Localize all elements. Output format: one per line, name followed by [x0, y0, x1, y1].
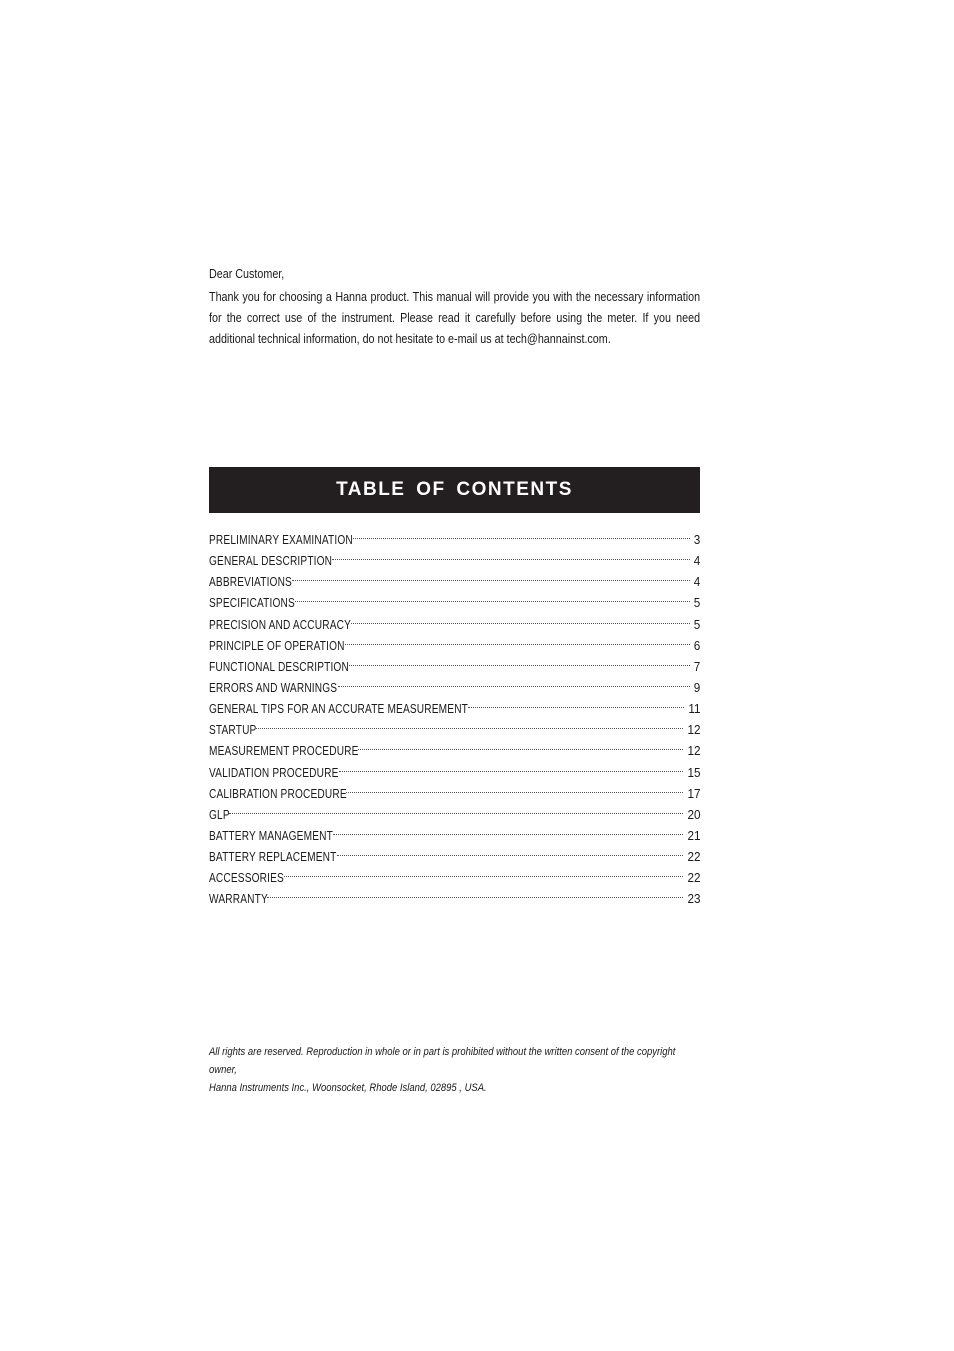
toc-leader-dots [267, 882, 685, 903]
toc-entry-title: BATTERY MANAGEMENT [209, 827, 333, 843]
toc-entry-page: 11 [687, 701, 700, 717]
toc-entry-title: ABBREVIATIONS [209, 574, 292, 590]
toc-entry-title: WARRANTY [209, 891, 268, 907]
copyright-line-1: All rights are reserved. Reproduction in whole or in part is prohibited without the written consent of the copyright owner, [209, 1046, 676, 1076]
toc-list [209, 523, 700, 907]
toc-entry-page: 6 [693, 637, 700, 653]
intro-section [209, 264, 700, 350]
toc-entry-title: SPECIFICATIONS [209, 595, 295, 611]
toc-leader-dots [332, 544, 693, 565]
toc-entry-page: 4 [693, 574, 700, 590]
toc-entry-page: 7 [693, 658, 700, 674]
toc-entry[interactable] [209, 523, 700, 547]
toc-entry-page: 9 [693, 679, 700, 695]
toc-leader-dots [292, 565, 692, 586]
toc-entry-title: ERRORS AND WARNINGS [209, 679, 338, 695]
toc-entry-page: 22 [686, 870, 700, 886]
toc-entry-page: 12 [686, 743, 700, 759]
copyright-line-2: Hanna Instruments Inc., Woonsocket, Rhode Island, 02895 , USA. [209, 1082, 487, 1094]
toc-entry-title: MEASUREMENT PROCEDURE [209, 743, 359, 759]
toc-leader-dots [351, 608, 693, 629]
toc-entry-page: 22 [686, 849, 700, 865]
toc-leader-dots [358, 734, 685, 755]
toc-leader-dots [353, 523, 692, 544]
copyright-notice [209, 1043, 699, 1097]
toc-entry-title: GENERAL TIPS FOR AN ACCURATE MEASUREMENT [209, 701, 469, 717]
toc-entry-page: 5 [693, 595, 700, 611]
toc-leader-dots [338, 671, 693, 692]
toc-entry-page: 21 [686, 827, 700, 843]
toc-leader-dots [345, 629, 693, 650]
toc-entry-title: GENERAL DESCRIPTION [209, 553, 333, 569]
toc-entry-title: CALIBRATION PROCEDURE [209, 785, 347, 801]
toc-entry-title: ACCESSORIES [209, 870, 284, 886]
toc-leader-dots [284, 861, 685, 882]
greeting-text: Dear Customer, [209, 267, 285, 281]
toc-entry-title: GLP [209, 806, 230, 822]
toc-entry-page: 5 [693, 616, 700, 632]
toc-leader-dots [349, 650, 692, 671]
toc-header-bar [209, 467, 700, 513]
toc-leader-dots [256, 713, 685, 734]
toc-entry-page: 12 [686, 722, 700, 738]
toc-entry-page: 20 [686, 806, 700, 822]
toc-entry-title: VALIDATION PROCEDURE [209, 764, 339, 780]
toc-leader-dots [229, 798, 685, 819]
toc-entry[interactable] [209, 819, 700, 843]
toc-leader-dots [346, 777, 685, 798]
toc-entry-page: 23 [686, 891, 700, 907]
toc-leader-dots [337, 840, 686, 861]
toc-leader-dots [339, 756, 686, 777]
toc-leader-dots [333, 819, 686, 840]
toc-entry-page: 3 [693, 532, 700, 547]
toc-entry-title: PRINCIPLE OF OPERATION [209, 637, 345, 653]
toc-entry-page: 15 [686, 764, 700, 780]
toc-entry[interactable] [209, 882, 700, 907]
toc-entry-title: FUNCTIONAL DESCRIPTION [209, 658, 349, 674]
toc-entry[interactable] [209, 713, 700, 738]
toc-entry-title: PRECISION AND ACCURACY [209, 616, 352, 632]
toc-entry[interactable] [209, 798, 700, 822]
toc-title: TABLE OF CONTENTS [336, 479, 573, 500]
toc-entry[interactable] [209, 734, 700, 759]
toc-entry-title: STARTUP [209, 722, 257, 738]
toc-entry-title: PRELIMINARY EXAMINATION [209, 532, 353, 547]
intro-body-text: Thank you for choosing a Hanna product. This manual will provide you with the necessary information for the correct use of the instrument. Please read it carefully before using the meter. If you need additional technical information, do not hesitate to e-mail us at tech@hannainst.com. [209, 290, 701, 346]
toc-entry-page: 4 [693, 553, 700, 569]
toc-entry-title: BATTERY REPLACEMENT [209, 849, 337, 865]
toc-entry-page: 17 [686, 785, 700, 801]
toc-leader-dots [468, 692, 686, 713]
toc-leader-dots [295, 586, 693, 607]
